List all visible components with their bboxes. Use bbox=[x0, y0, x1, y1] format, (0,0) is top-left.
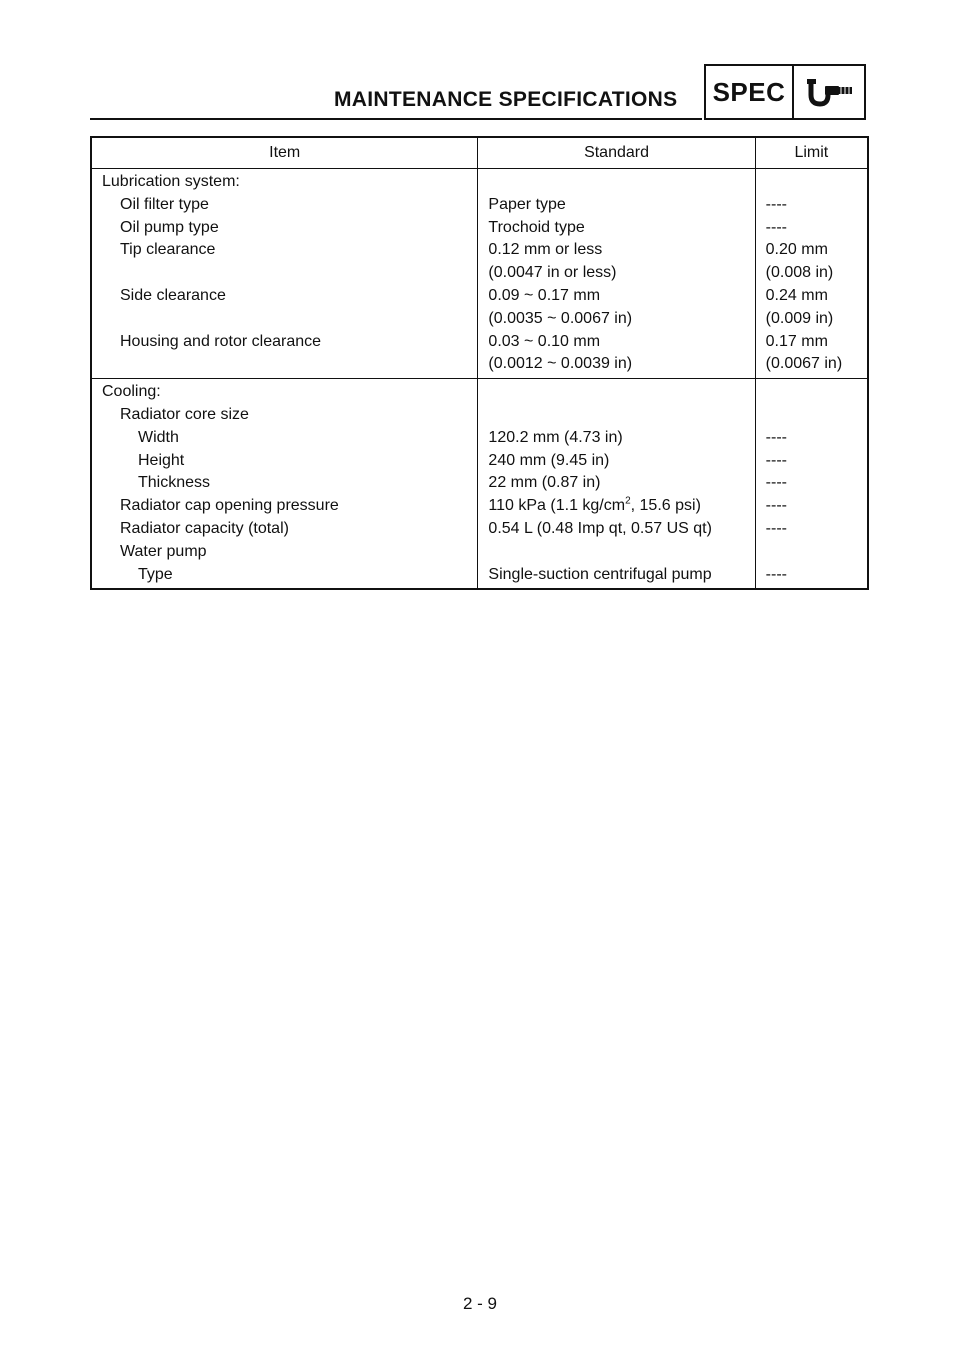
limit-cell: ---- bbox=[755, 450, 868, 473]
header-rule bbox=[90, 118, 702, 120]
item-cell: Radiator core size bbox=[120, 405, 249, 423]
standard-cell bbox=[478, 285, 755, 331]
standard-metric: 0.12 mm or less bbox=[488, 241, 603, 259]
item-cell: Side clearance bbox=[120, 286, 226, 304]
item-cell: Thickness bbox=[138, 474, 211, 492]
section-heading: Cooling: bbox=[102, 383, 161, 401]
table-row bbox=[91, 472, 868, 495]
item-cell: Height bbox=[138, 451, 185, 469]
column-header-standard: Standard bbox=[478, 137, 755, 169]
limit-imperial: (0.008 in) bbox=[765, 264, 834, 282]
pressure-value: 110 kPa (1.1 kg/cm bbox=[488, 497, 626, 515]
limit-cell: ---- bbox=[755, 472, 868, 495]
page-number: 2 - 9 bbox=[462, 1294, 498, 1313]
table-row bbox=[91, 564, 868, 590]
spec-badge-label: SPEC bbox=[706, 66, 794, 118]
standard-metric: 0.03 ~ 0.10 mm bbox=[488, 332, 601, 350]
standard-cell: Trochoid type bbox=[478, 217, 755, 240]
page-title: MAINTENANCE SPECIFICATIONS bbox=[334, 88, 678, 111]
item-cell: Oil pump type bbox=[120, 218, 219, 236]
table-row bbox=[91, 169, 868, 194]
table-header-row bbox=[91, 137, 868, 169]
column-header-limit: Limit bbox=[755, 137, 868, 169]
table-row bbox=[91, 495, 868, 518]
standard-imperial: (0.0035 ~ 0.0067 in) bbox=[488, 309, 633, 327]
table-row bbox=[91, 427, 868, 450]
limit-cell bbox=[755, 331, 868, 379]
pressure-value-suffix: , 15.6 psi) bbox=[630, 497, 701, 515]
item-cell: Radiator cap opening pressure bbox=[120, 497, 339, 515]
limit-cell bbox=[755, 239, 868, 285]
specifications-table bbox=[90, 136, 869, 590]
column-header-item: Item bbox=[91, 137, 478, 169]
standard-cell: Paper type bbox=[478, 194, 755, 217]
limit-metric: 0.17 mm bbox=[765, 332, 828, 350]
item-cell: Oil filter type bbox=[120, 195, 209, 213]
limit-cell: ---- bbox=[755, 217, 868, 240]
limit-imperial: (0.0067 in) bbox=[765, 355, 843, 373]
table-row bbox=[91, 285, 868, 331]
standard-metric: 0.09 ~ 0.17 mm bbox=[488, 286, 601, 304]
item-cell: Housing and rotor clearance bbox=[91, 331, 478, 379]
table-row bbox=[91, 331, 868, 379]
standard-cell: 240 mm (9.45 in) bbox=[478, 450, 755, 473]
standard-cell: 120.2 mm (4.73 in) bbox=[478, 427, 755, 450]
standard-cell: Single-suction centrifugal pump bbox=[478, 564, 755, 590]
limit-cell: ---- bbox=[755, 194, 868, 217]
table-row bbox=[91, 217, 868, 240]
limit-cell bbox=[755, 285, 868, 331]
limit-cell: ---- bbox=[755, 427, 868, 450]
limit-cell: ---- bbox=[755, 564, 868, 590]
item-cell: Width bbox=[138, 428, 179, 446]
section-heading: Lubrication system: bbox=[102, 173, 240, 190]
spec-badge-icon-cell bbox=[794, 66, 864, 118]
superscript: 2 bbox=[625, 495, 631, 507]
standard-cell bbox=[478, 495, 755, 518]
item-cell: Radiator capacity (total) bbox=[120, 519, 289, 537]
standard-cell: 22 mm (0.87 in) bbox=[478, 472, 755, 495]
limit-metric: 0.24 mm bbox=[765, 286, 828, 304]
table-row bbox=[91, 239, 868, 285]
limit-metric: 0.20 mm bbox=[765, 241, 828, 259]
table-row bbox=[91, 379, 868, 404]
standard-imperial: (0.0047 in or less) bbox=[488, 264, 617, 282]
limit-cell: ---- bbox=[755, 495, 868, 518]
standard-cell bbox=[478, 331, 755, 379]
table-row bbox=[91, 450, 868, 473]
standard-cell bbox=[478, 239, 755, 285]
table-row bbox=[91, 518, 868, 541]
item-cell: Tip clearance bbox=[120, 241, 216, 259]
limit-cell: ---- bbox=[755, 518, 868, 541]
limit-imperial: (0.009 in) bbox=[765, 309, 834, 327]
table-row bbox=[91, 404, 868, 427]
standard-cell: 0.54 L (0.48 Imp qt, 0.57 US qt) bbox=[478, 518, 755, 541]
standard-imperial: (0.0012 ~ 0.0039 in) bbox=[488, 355, 633, 373]
micrometer-icon bbox=[803, 75, 855, 109]
item-cell: Type bbox=[138, 565, 173, 583]
spec-badge bbox=[704, 64, 866, 120]
table-row bbox=[91, 541, 868, 564]
item-cell: Water pump bbox=[120, 542, 207, 560]
table-row bbox=[91, 194, 868, 217]
